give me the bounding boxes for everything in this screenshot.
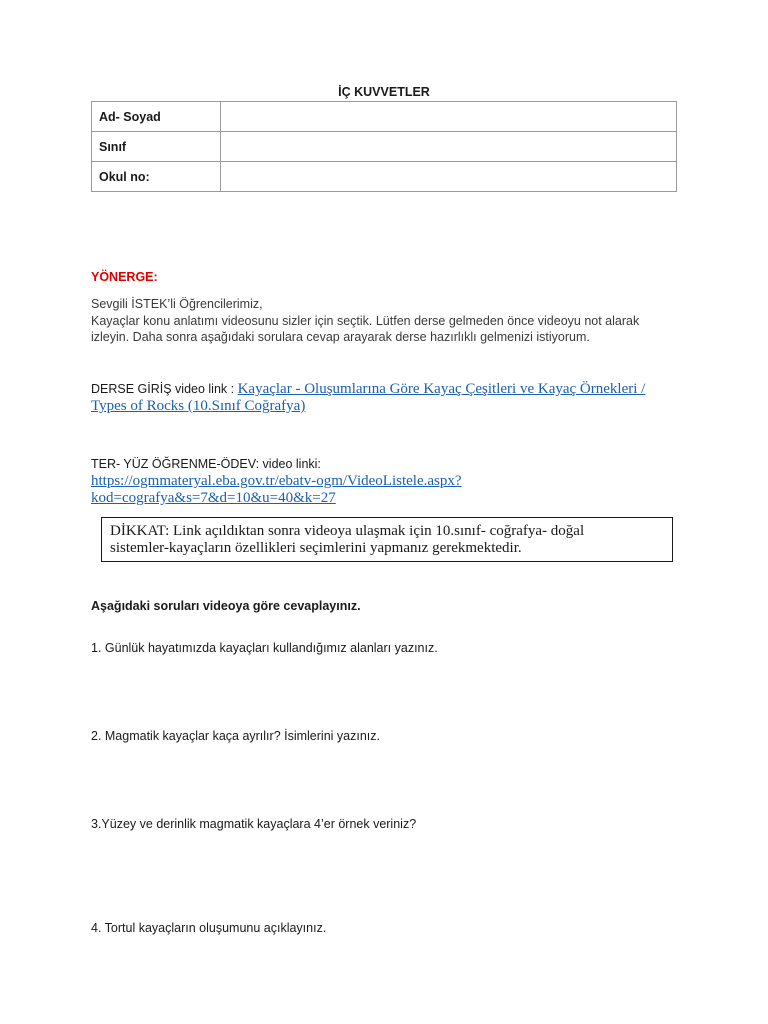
class-label: Sınıf [92,132,221,162]
student-info-table [91,101,677,192]
school-number-label: Okul no: [92,162,221,192]
homework-video-link-block [91,473,462,507]
question-item: 3.Yüzey ve derinlik magmatik kayaçlara 4’er örnek veriniz? [91,817,417,831]
table-row [92,132,677,162]
homework-video-label: TER- YÜZ ÖĞRENME-ÖDEV: video linki: [91,457,321,471]
notice-line: DİKKAT: Link açıldıktan sonra videoya ulaşmak için 10.sınıf- coğrafya- doğal [110,523,585,539]
questions-heading: Aşağıdaki soruları videoya göre cevaplayınız. [91,599,361,613]
instructions-heading: YÖNERGE: [91,270,158,284]
intro-video-link[interactable]: Kayaçlar - Oluşumlarına Göre Kayaç Çeşitleri ve Kayaç Örnekleri / [237,381,646,397]
instructions-line: Kayaçlar konu anlatımı videosunu sizler için seçtik. Lütfen derse gelmeden önce videoyu not alarak [91,313,640,328]
homework-video-link[interactable]: https://ogmmateryal.eba.gov.tr/ebatv-ogm/VideoListele.aspx? [91,473,462,489]
table-row [92,162,677,192]
question-item: 1. Günlük hayatımızda kayaçları kullandığımız alanları yazınız. [91,641,438,655]
table-row [92,102,677,132]
instructions-line: Sevgili İSTEK’li Öğrencilerimiz, [91,297,263,311]
intro-video-label: DERSE GİRİŞ video link : [91,382,238,396]
notice-box [101,517,673,562]
intro-video-section [91,381,691,415]
homework-video-link-continued[interactable]: kod=cografya&s=7&d=10&u=40&k=27 [91,490,336,506]
instructions-line: izleyin. Daha sonra aşağıdaki sorulara cevap arayarak derse hazırlıklı gelmenizi istiyorum. [91,330,590,344]
instructions-text [91,296,639,346]
intro-video-link-continued[interactable]: Types of Rocks (10.Sınıf Coğrafya) [91,398,306,414]
name-label: Ad- Soyad [92,102,221,132]
notice-line: sistemler-kayaçların özellikleri seçimlerini yapmanız gerekmektedir. [110,540,522,556]
question-item: 4. Tortul kayaçların oluşumunu açıklayınız. [91,921,327,935]
question-item: 2. Magmatik kayaçlar kaça ayrılır? İsimlerini yazınız. [91,729,380,743]
class-field[interactable] [221,132,677,162]
name-field[interactable] [221,102,677,132]
page-title: İÇ KUVVETLER [338,85,430,99]
school-number-field[interactable] [221,162,677,192]
